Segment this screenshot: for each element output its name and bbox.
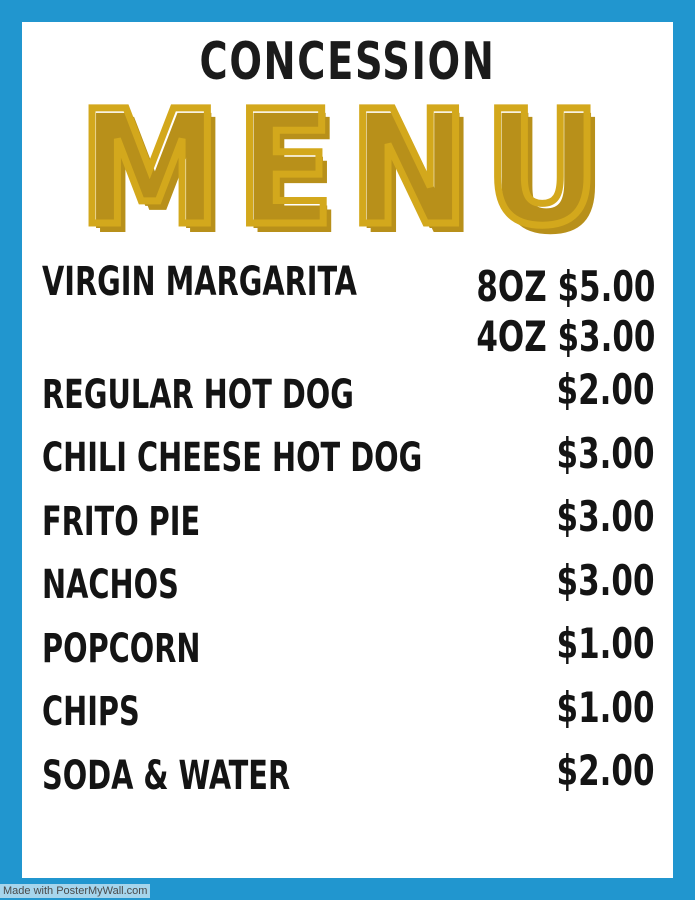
menu-item-price: $3.00 <box>556 555 655 605</box>
menu-item-name: REGULAR HOT DOG <box>42 371 354 418</box>
menu-item-name: POPCORN <box>42 625 201 672</box>
menu-row <box>42 428 655 482</box>
menu-row <box>42 492 655 545</box>
menu-item-price: $1.00 <box>556 619 655 669</box>
menu-item-prices <box>535 746 655 796</box>
menu-item-price: $1.00 <box>556 682 655 732</box>
heading-menu: MENU <box>79 77 616 261</box>
menu-item-price: 8OZ $5.00 <box>475 262 655 312</box>
menu-item-prices <box>535 683 655 733</box>
menu-item-prices <box>535 556 655 606</box>
menu-item-price: $2.00 <box>556 746 655 796</box>
menu-item-prices <box>535 365 655 415</box>
menu-item-prices <box>437 262 655 361</box>
menu-row <box>42 259 655 361</box>
menu-item-name: NACHOS <box>42 562 179 609</box>
poster-inner-panel <box>22 22 673 878</box>
menu-item-prices <box>535 429 655 479</box>
menu-row <box>42 365 655 418</box>
menu-item-prices <box>535 619 655 669</box>
menu-item-price: $3.00 <box>556 492 655 542</box>
menu-item-name: CHIPS <box>42 689 140 736</box>
menu-item-name: VIRGIN MARGARITA <box>42 259 357 306</box>
menu-item-name: SODA & WATER <box>42 753 291 800</box>
menu-row <box>42 555 655 609</box>
menu-item-price: $2.00 <box>556 365 655 415</box>
menu-row <box>42 746 655 800</box>
menu-item-list <box>22 259 673 800</box>
menu-row <box>42 619 655 672</box>
menu-item-name: FRITO PIE <box>42 498 201 545</box>
menu-item-price: $3.00 <box>556 428 655 478</box>
menu-item-name: CHILI CHEESE HOT DOG <box>42 435 423 482</box>
menu-item-price: 4OZ $3.00 <box>475 311 655 361</box>
menu-row <box>42 682 655 736</box>
poster-credit: Made with PosterMyWall.com <box>0 884 150 898</box>
heading-concession: CONCESSION <box>199 32 496 92</box>
menu-item-prices <box>535 492 655 542</box>
poster-heading <box>22 22 673 261</box>
